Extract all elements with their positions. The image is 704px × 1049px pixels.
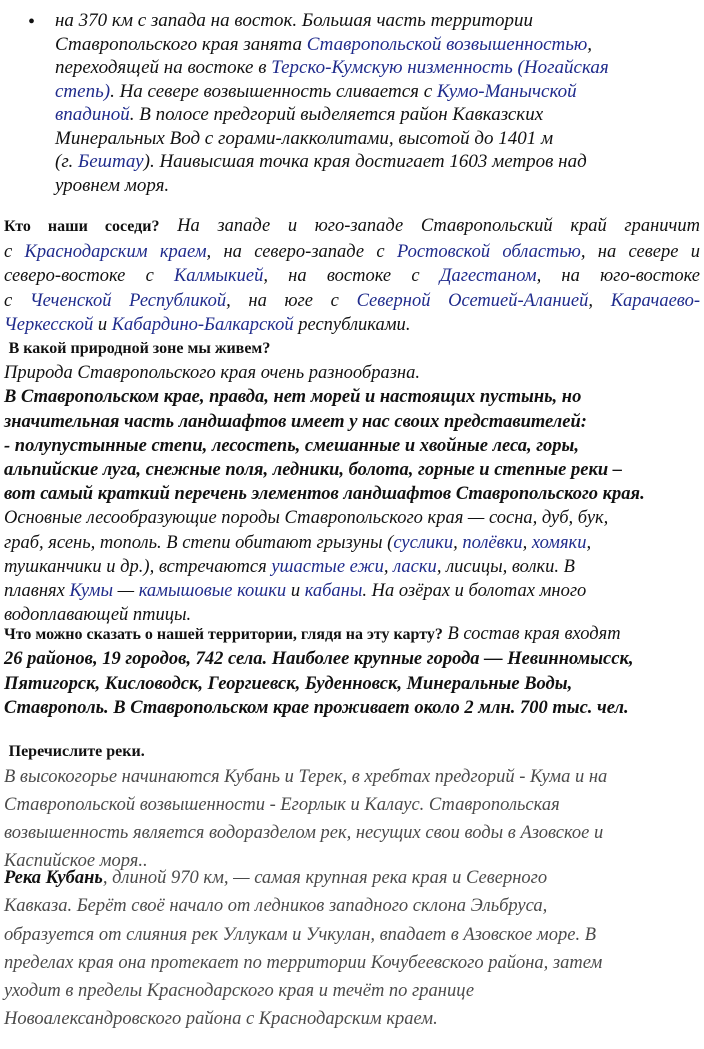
bullet-dot-icon: • — [28, 11, 36, 33]
text: Ставрополь. В Ставропольском крае проживает около 2 млн. 700 тыс. чел. — [4, 697, 629, 718]
text: - полупустынные степи, лесостепь, смешанные и хвойные леса, горы, — [4, 435, 580, 456]
link-kuma[interactable]: Кумы — [69, 581, 114, 602]
text: . На озёрах и болотах много — [362, 581, 587, 602]
zone-paragraph — [4, 336, 704, 627]
text: северо-востоке с — [4, 266, 175, 286]
link-stavropol-upland[interactable]: Ставропольской возвышенностью — [306, 33, 588, 55]
text: . — [186, 605, 192, 626]
link-ushastye-ezhi[interactable]: ушастые ежи — [271, 556, 384, 577]
text: В состав края входят — [442, 624, 621, 644]
text: Ставропольской возвышенности - Егорлык и Калаус. Ставропольская — [4, 795, 560, 815]
link-kuma-manych[interactable]: Кумо-Манычской — [436, 80, 577, 102]
text: Природа Ставропольского края очень разнообразна. — [4, 363, 420, 384]
text: В Ставропольском крае, правда, нет морей и настоящих пустынь, но — [4, 387, 582, 408]
text: 26 районов, 19 городов, 742 села. Наиболее крупные города — Невинномысск, — [4, 649, 634, 670]
link-tersko-kuma-lowland[interactable]: Терско-Кумскую низменность (Ногайская — [271, 57, 609, 78]
text: , лисицы, волки. В — [436, 556, 575, 577]
link-rostov[interactable]: Ростовской областью — [396, 241, 581, 262]
text: пределах края она протекает по территории Кочубеевского района, затем — [4, 952, 603, 973]
kuban-title: Река Кубань — [4, 868, 103, 888]
text: с — [4, 290, 30, 311]
text: граб, ясень, тополь. В степи обитают грызуны ( — [4, 532, 394, 553]
text: — — [113, 581, 139, 602]
link-homyaki[interactable]: хомяки — [531, 532, 587, 553]
text: , на востоке с — [263, 266, 440, 286]
link-karachay-cherkess[interactable]: Карачаево- — [610, 290, 700, 311]
text: , — [453, 532, 463, 553]
text: Минеральных Вод с горами-лакколитами, высотой до 1401 м — [55, 127, 554, 149]
rivers-paragraph — [4, 740, 704, 875]
neighbors-paragraph — [4, 214, 700, 338]
text: и — [93, 315, 112, 335]
text: тушканчики и др.), встречаются — [4, 556, 272, 577]
text: В высокогорье начинаются Кубань и Терек, в хребтах предгорий - Кума и на — [4, 767, 608, 787]
text: , на севере и — [580, 241, 701, 262]
text: Новоалександровского района с Краснодарским краем. — [4, 1009, 438, 1030]
link-kamyshovye-koshki[interactable]: камышовые кошки — [138, 581, 287, 602]
text: , на юго-востоке — [536, 266, 700, 286]
link-chechnya[interactable]: Чеченской Республикой — [29, 290, 227, 311]
text: Основные лесообразующие породы Ставропольского края — сосна, дуб, бук, — [4, 508, 609, 529]
link-karachay-cherkess-cont[interactable]: Черкесской — [4, 315, 94, 335]
text: на 370 км с запада на восток. Большая часть территории — [55, 10, 533, 31]
link-kabardino-balkaria[interactable]: Кабардино-Балкарской — [111, 315, 294, 335]
text: На западе и юго-западе Ставропольский край граничит — [159, 216, 700, 236]
text: Пятигорск, Кисловодск, Георгиевск, Буденновск, Минеральные Воды, — [4, 673, 573, 694]
territory-paragraph — [4, 622, 704, 720]
text: . В полосе предгорий выделяется район Кавказских — [129, 104, 544, 125]
text: . — [405, 315, 411, 335]
text: плавнях — [4, 581, 70, 602]
text: , — [586, 532, 592, 553]
text: уровнем моря. — [55, 174, 170, 196]
text: , — [588, 290, 611, 311]
neighbors-question: Кто наши соседи? — [4, 218, 160, 235]
text: , — [522, 532, 532, 553]
link-polevki[interactable]: полёвки — [462, 532, 523, 553]
text: Кавказа. Берёт своё начало от ледников западного склона Эльбруса, — [4, 896, 548, 917]
text: возвышенность является водоразделом рек, несущих свои воды в Азовское и — [4, 823, 604, 843]
text: альпийские луга, снежные поля, ледники, болота, горные и степные реки – — [4, 460, 623, 481]
link-beshtau[interactable]: Бештау — [78, 151, 144, 172]
bullet-paragraph — [55, 9, 695, 197]
link-susliki[interactable]: суслики — [393, 532, 454, 553]
text: переходящей на востоке в — [55, 57, 272, 78]
text: ). Наивысшая точка края достигает 1603 метров над — [143, 151, 587, 172]
text: (г. — [55, 151, 78, 172]
link-laski[interactable]: ласки — [393, 556, 437, 577]
text: вот самый краткий перечень элементов ландшафтов Ставропольского края. — [4, 484, 645, 505]
link-krasnodar[interactable]: Краснодарским краем — [24, 241, 207, 262]
text: с — [4, 241, 25, 262]
text: уходит в пределы Краснодарского края и течёт по границе — [4, 981, 475, 1002]
text: Каспийское моря.. — [4, 851, 148, 871]
text: , на юге с — [226, 290, 357, 311]
text: значительная часть ландшафтов имеет у нас своих представителей: — [4, 411, 587, 432]
link-tersko-kuma-lowland-cont[interactable]: степь) — [55, 80, 111, 102]
link-north-ossetia[interactable]: Северной Осетией-Аланией — [356, 290, 589, 311]
rivers-question: Перечислите реки. — [8, 743, 145, 760]
text: , длиной 970 км, — самая крупная река края и Северного — [102, 868, 548, 888]
link-kabany[interactable]: кабаны — [304, 581, 363, 602]
text: , на северо-западе с — [206, 241, 397, 262]
text: . На севере возвышенность сливается с — [110, 80, 437, 102]
link-kalmykia[interactable]: Калмыкией — [174, 266, 264, 286]
text: образуется от слияния рек Уллукам и Учкулан, впадает в Азовское море. В — [4, 924, 596, 945]
zone-question: В какой природной зоне мы живем? — [8, 340, 271, 357]
link-kuma-manych-cont[interactable]: впадиной — [55, 104, 130, 125]
text: водоплавающей птицы — [4, 605, 187, 626]
text: республиками — [293, 315, 406, 335]
text: Ставропольского края занята — [55, 33, 307, 55]
text: , — [587, 33, 593, 55]
link-dagestan[interactable]: Дагестаном — [439, 266, 537, 286]
territory-question: Что можно сказать о нашей территории, глядя на эту карту? — [4, 626, 443, 643]
text: и — [286, 581, 305, 602]
text: , — [383, 556, 394, 577]
kuban-paragraph — [4, 864, 704, 1034]
